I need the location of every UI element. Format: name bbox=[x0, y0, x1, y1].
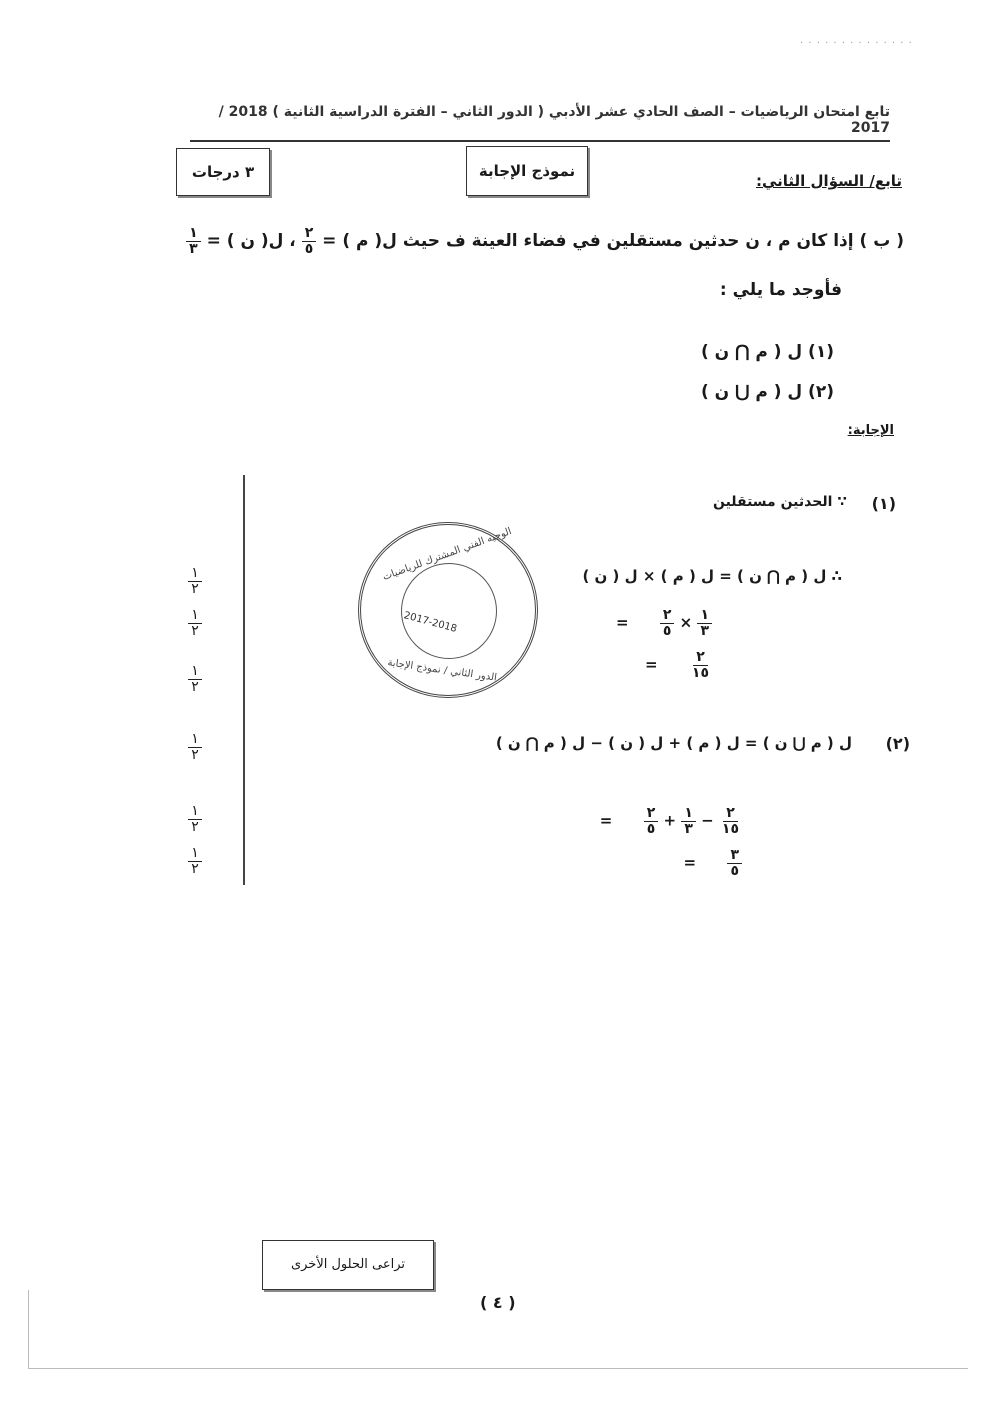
equals-sign: = bbox=[683, 853, 697, 872]
fraction bbox=[644, 806, 659, 836]
fraction-numerator: ١ bbox=[681, 806, 696, 822]
fraction-denominator: ٣ bbox=[700, 622, 709, 639]
part2-equation-2 bbox=[600, 806, 742, 836]
scan-border-left bbox=[28, 1290, 29, 1368]
marks-box: ٣ درجات bbox=[176, 148, 270, 196]
mark-numerator: ١ bbox=[188, 804, 202, 820]
fraction-p-m bbox=[302, 226, 317, 256]
fraction-denominator: ١٥ bbox=[691, 664, 709, 681]
part2-equation-3 bbox=[684, 848, 742, 878]
part2-equation-1: ل ( م ⋃ ن ) = ل ( م ) + ل ( ن ) − ل ( م ⋂ ن ) bbox=[495, 734, 852, 752]
fraction-numerator: ٢ bbox=[693, 650, 708, 666]
mark-numerator: ١ bbox=[188, 664, 202, 680]
fraction-numerator: ٣ bbox=[727, 848, 742, 864]
fraction-denominator: ٥ bbox=[662, 622, 672, 639]
mark-numerator: ١ bbox=[188, 566, 202, 582]
mark-numerator: ١ bbox=[188, 608, 202, 624]
find-prompt: فأوجد ما يلي : bbox=[719, 280, 842, 300]
fraction-denominator: ٥ bbox=[304, 240, 314, 257]
part1-equation-2 bbox=[616, 608, 712, 638]
fraction bbox=[727, 848, 742, 878]
part1-reason: ∵ الحدثين مستقلين bbox=[712, 494, 847, 510]
mark-numerator: ١ bbox=[188, 732, 202, 748]
mark-denominator: ٢ bbox=[191, 678, 199, 695]
fraction-p-n bbox=[186, 226, 201, 256]
scan-border-bottom bbox=[28, 1368, 968, 1369]
official-stamp bbox=[358, 522, 538, 698]
mark-denominator: ٢ bbox=[191, 580, 199, 597]
exam-header: تابع امتحان الرياضيات – الصف الحادي عشر الأدبي ( الدور الثاني – الفترة الدراسية الثانية ) 2018 / 2017 bbox=[190, 104, 890, 142]
stamp-lower-text: الدور الثاني / نموذج الإجابة bbox=[386, 657, 498, 684]
part1-equation-1: ∴ ل ( م ⋂ ن ) = ل ( م ) × ل ( ن ) bbox=[582, 567, 842, 585]
fraction bbox=[697, 608, 712, 638]
model-answer-box: نموذج الإجابة bbox=[466, 146, 588, 196]
question-text: ( ب ) إذا كان م ، ن حدثين مستقلين في فضاء العينة ف حيث ل( م ) = bbox=[322, 231, 904, 252]
fraction-denominator: ٥ bbox=[646, 820, 656, 837]
mark-numerator: ١ bbox=[188, 846, 202, 862]
part1-equation-3 bbox=[645, 650, 712, 680]
equals-sign: = bbox=[644, 655, 658, 674]
other-solutions-note: تراعى الحلول الأخرى bbox=[262, 1240, 434, 1290]
fraction bbox=[660, 608, 675, 638]
mark-3 bbox=[175, 664, 215, 694]
mark-4 bbox=[175, 732, 215, 762]
fraction bbox=[689, 650, 712, 680]
fraction-numerator: ١ bbox=[186, 226, 201, 242]
marks-column-divider bbox=[243, 475, 245, 885]
page-number: ( ٤ ) bbox=[480, 1293, 516, 1312]
fraction-numerator: ١ bbox=[697, 608, 712, 624]
fraction-denominator: ١٥ bbox=[721, 820, 739, 837]
stamp-year: 2017-2018 bbox=[402, 610, 459, 635]
mark-6 bbox=[175, 846, 215, 876]
stamp-emblem bbox=[401, 563, 497, 659]
scan-noise-top: · · · · · · · · · · · · · · bbox=[800, 38, 913, 49]
question-item-1: (١) ل ( م ⋂ ن ) bbox=[700, 342, 834, 362]
minus-sign: − bbox=[701, 811, 714, 830]
mark-denominator: ٢ bbox=[191, 818, 199, 835]
fraction-denominator: ٣ bbox=[189, 240, 198, 257]
fraction bbox=[719, 806, 742, 836]
fraction-denominator: ٣ bbox=[684, 820, 693, 837]
fraction-numerator: ٢ bbox=[660, 608, 675, 624]
mark-denominator: ٢ bbox=[191, 622, 199, 639]
fraction-denominator: ٥ bbox=[730, 862, 739, 879]
question-item-2: (٢) ل ( م ⋃ ن ) bbox=[700, 382, 834, 402]
question-text-mid: ، ل( ن ) = bbox=[206, 231, 296, 252]
mark-5 bbox=[175, 804, 215, 834]
mark-denominator: ٢ bbox=[191, 746, 199, 763]
section-label: تابع/ السؤال الثاني: bbox=[755, 172, 902, 190]
equals-sign: = bbox=[615, 613, 629, 632]
plus-sign: + bbox=[663, 811, 677, 830]
part1-label: (١) bbox=[871, 494, 896, 513]
fraction-numerator: ٢ bbox=[723, 806, 738, 822]
fraction-numerator: ٢ bbox=[644, 806, 659, 822]
fraction-numerator: ٢ bbox=[302, 226, 317, 242]
stamp-outer-text: الوجيه الفني المشترك للرياضيات bbox=[381, 526, 514, 583]
question-line-1 bbox=[186, 226, 904, 256]
mark-2 bbox=[175, 608, 215, 638]
mark-1 bbox=[175, 566, 215, 596]
fraction bbox=[681, 806, 696, 836]
equals-sign: = bbox=[599, 811, 613, 830]
mark-denominator: ٢ bbox=[191, 860, 199, 877]
part2-label: (٢) bbox=[885, 734, 910, 753]
answer-label: الإجابة: bbox=[847, 423, 894, 438]
times-sign: × bbox=[679, 613, 693, 632]
